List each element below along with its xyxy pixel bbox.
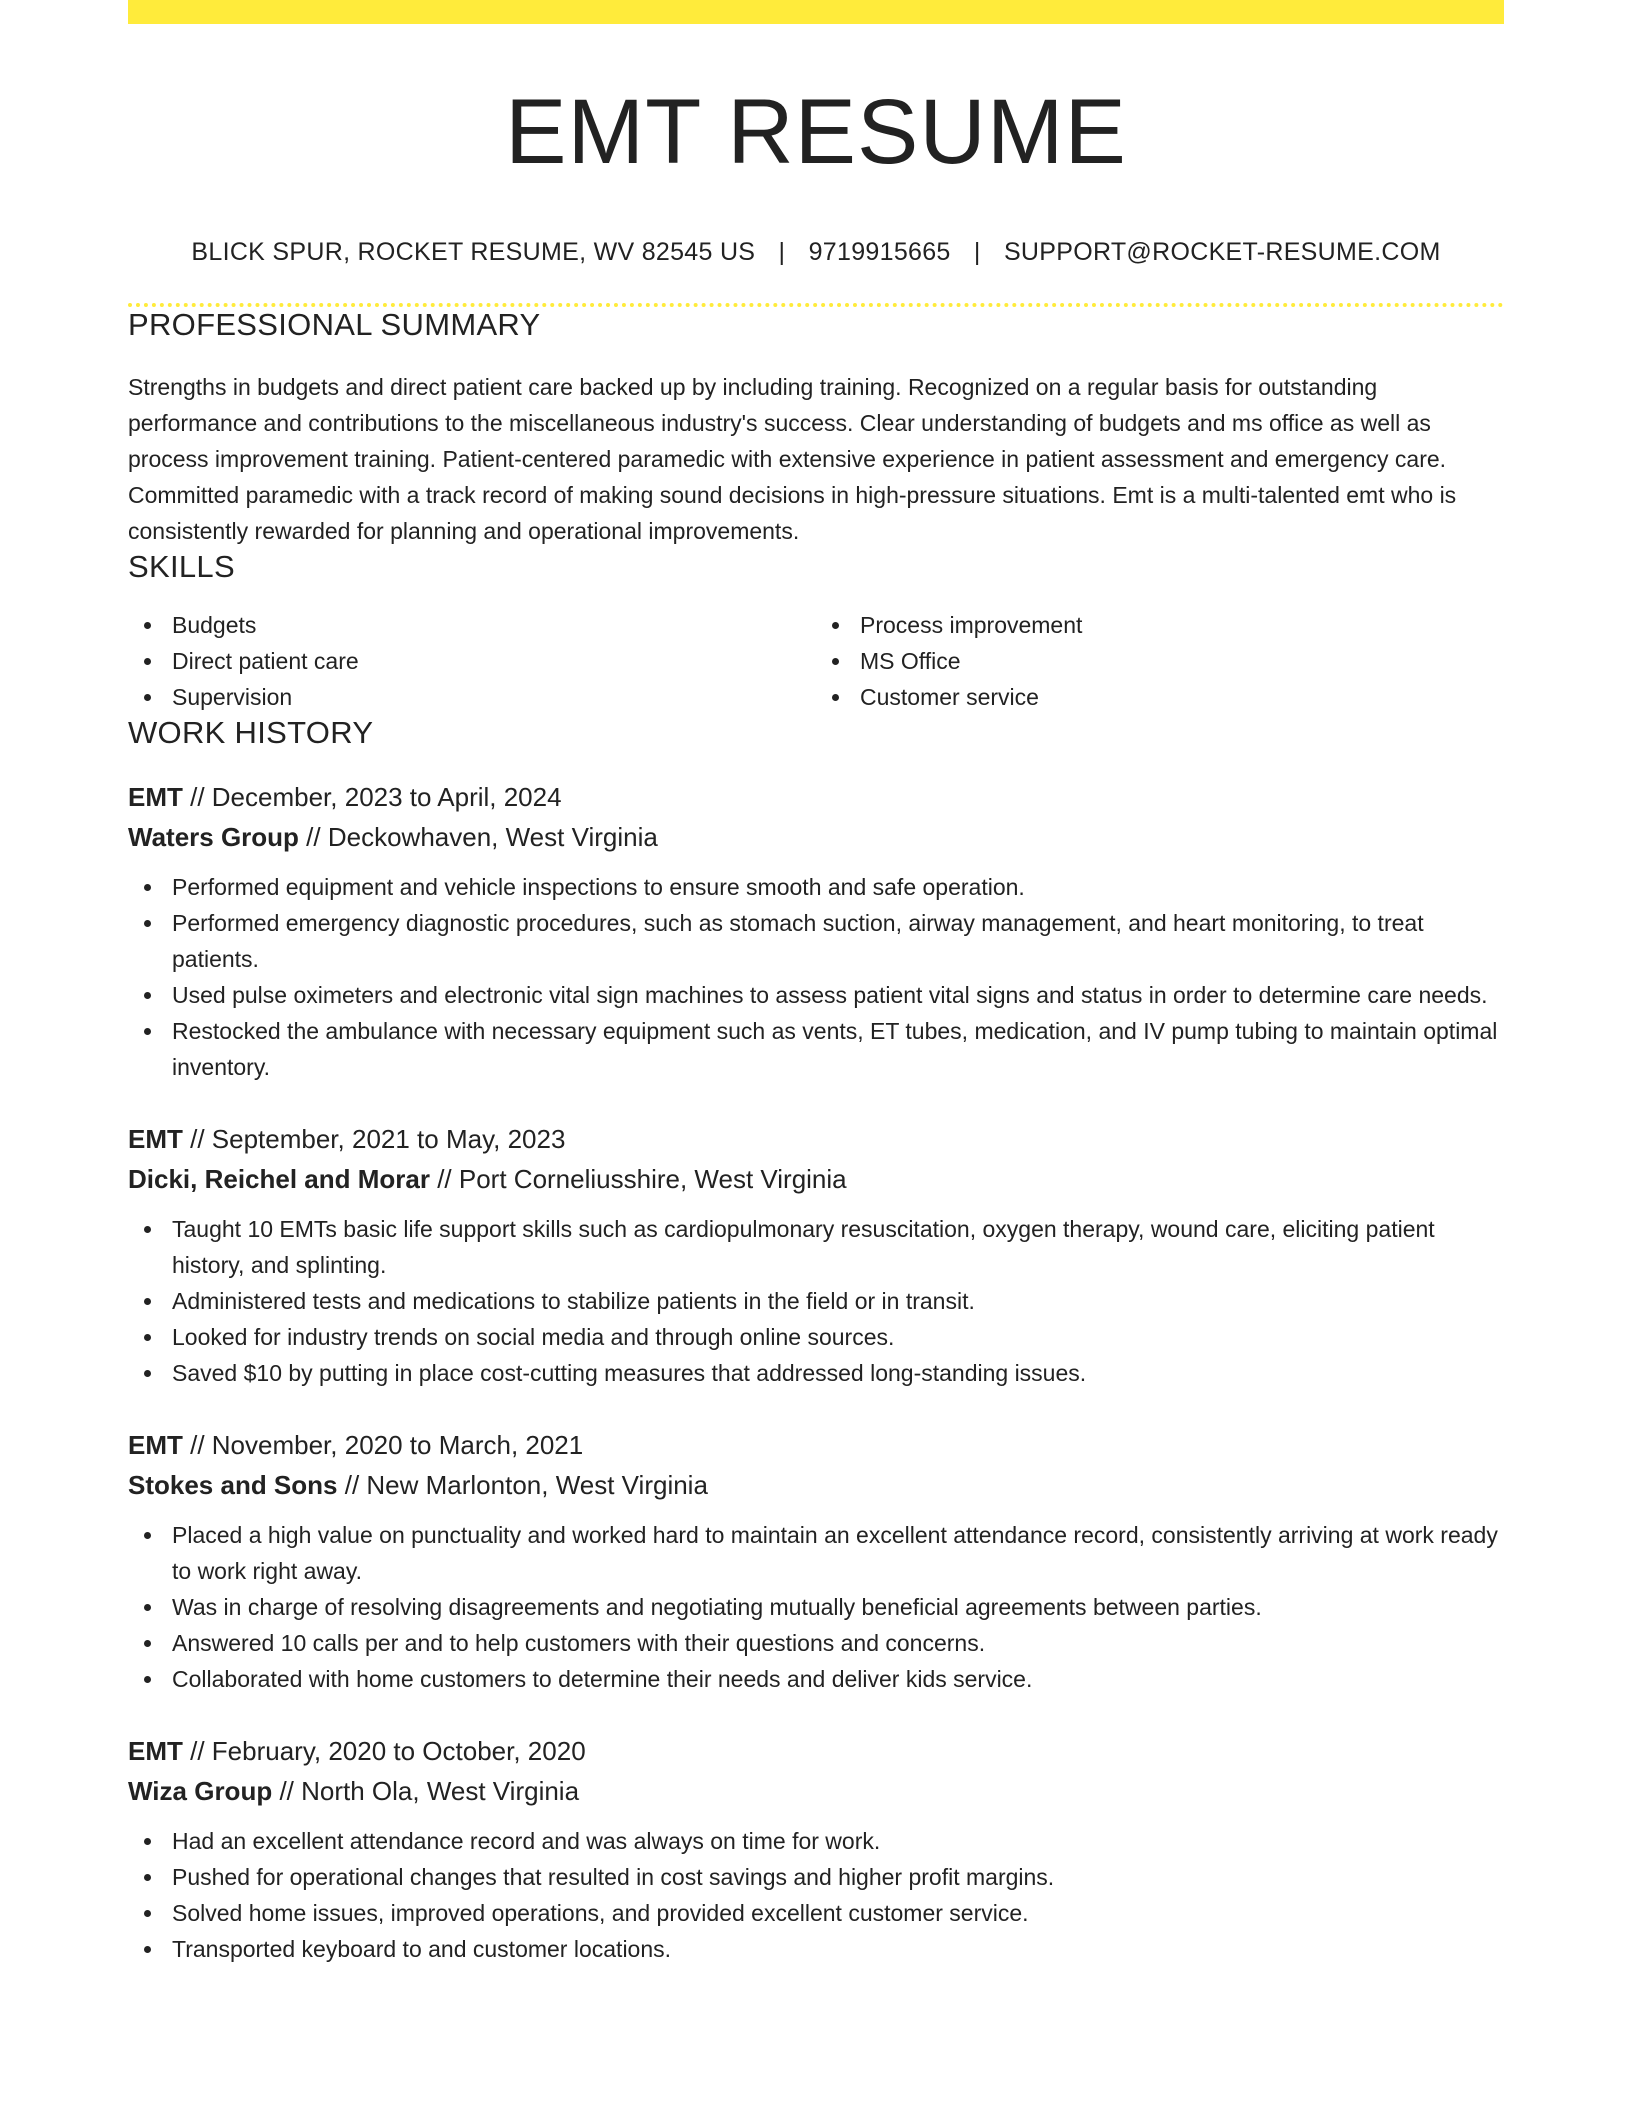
job-location: // New Marlonton, West Virginia [337, 1470, 708, 1500]
job-bullet: Taught 10 EMTs basic life support skills such as cardiopulmonary resuscitation, oxygen therapy, wound care, eliciting patient history, and splinting. [128, 1211, 1504, 1283]
job-dates: // December, 2023 to April, 2024 [182, 782, 562, 812]
resume-title: EMT RESUME [505, 81, 1127, 183]
job-location: // Deckowhaven, West Virginia [298, 822, 658, 852]
skill-item: Process improvement [860, 607, 1504, 643]
contact-separator: | [778, 238, 786, 266]
summary-text: Strengths in budgets and direct patient care backed up by including training. Recognized on a regular basis for outstanding performance and contributions to the miscellaneous industry's success. Clear understanding of budgets and ms office as well as process improvement training. Patient-centered paramedic with extensive experience in patient assessment and emergency care. Committed paramedic with a track record of making sound decisions in high-pressure situations. Emt is a multi-talented emt who is consistently rewarded for planning and operational improvements. [128, 374, 1457, 544]
job-title-line [128, 1119, 1504, 1159]
skills-grid [128, 607, 1504, 715]
job-title-line [128, 777, 1504, 817]
contact-email[interactable]: SUPPORT@ROCKET-RESUME.COM [1003, 238, 1441, 266]
work-history-heading: WORK HISTORY [128, 715, 374, 750]
skill-item: Customer service [860, 679, 1504, 715]
job-entry [128, 1425, 1504, 1697]
job-company-line [128, 817, 1504, 857]
job-company: Waters Group [128, 822, 299, 852]
job-title-line [128, 1731, 1504, 1771]
job-bullets [128, 1823, 1504, 1967]
job-bullet: Solved home issues, improved operations, and provided excellent customer service. [128, 1895, 1504, 1931]
job-bullet: Pushed for operational changes that resulted in cost savings and higher profit margins. [128, 1859, 1504, 1895]
skill-item: MS Office [860, 643, 1504, 679]
job-dates: // November, 2020 to March, 2021 [182, 1430, 584, 1460]
job-title: EMT [128, 1736, 183, 1766]
accent-top-bar [128, 0, 1504, 24]
contact-line [128, 238, 1504, 267]
job-location: // Port Corneliusshire, West Virginia [429, 1164, 847, 1194]
job-bullet: Collaborated with home customers to determine their needs and deliver kids service. [128, 1661, 1504, 1697]
job-dates: // February, 2020 to October, 2020 [182, 1736, 586, 1766]
job-location: // North Ola, West Virginia [272, 1776, 580, 1806]
skills-right-column [816, 607, 1504, 715]
summary-heading: PROFESSIONAL SUMMARY [128, 307, 541, 342]
contact-phone[interactable]: 9719915665 [808, 238, 951, 266]
job-bullet: Was in charge of resolving disagreements and negotiating mutually beneficial agreements between parties. [128, 1589, 1504, 1625]
job-title: EMT [128, 1124, 183, 1154]
job-entry [128, 1731, 1504, 1967]
job-bullet: Answered 10 calls per and to help customers with their questions and concerns. [128, 1625, 1504, 1661]
skill-item: Budgets [172, 607, 816, 643]
job-company-line [128, 1771, 1504, 1811]
job-title: EMT [128, 1430, 183, 1460]
job-title-line [128, 1425, 1504, 1465]
skill-item: Supervision [172, 679, 816, 715]
job-bullet: Used pulse oximeters and electronic vital sign machines to assess patient vital signs and status in order to determine care needs. [128, 977, 1504, 1013]
job-bullet: Looked for industry trends on social media and through online sources. [128, 1319, 1504, 1355]
job-dates: // September, 2021 to May, 2023 [182, 1124, 566, 1154]
job-bullet: Placed a high value on punctuality and worked hard to maintain an excellent attendance record, consistently arriving at work ready to work right away. [128, 1517, 1504, 1589]
job-bullet: Restocked the ambulance with necessary equipment such as vents, ET tubes, medication, and IV pump tubing to maintain optimal inventory. [128, 1013, 1504, 1085]
job-company-line [128, 1465, 1504, 1505]
contact-address: BLICK SPUR, ROCKET RESUME, WV 82545 US [191, 238, 756, 266]
job-entry [128, 777, 1504, 1085]
resume-page [128, 0, 1504, 1967]
skills-left-column [128, 607, 816, 715]
job-title: EMT [128, 782, 183, 812]
job-bullet: Performed equipment and vehicle inspections to ensure smooth and safe operation. [128, 869, 1504, 905]
job-company-line [128, 1159, 1504, 1199]
job-bullet: Administered tests and medications to stabilize patients in the field or in transit. [128, 1283, 1504, 1319]
job-bullet: Saved $10 by putting in place cost-cutting measures that addressed long-standing issues. [128, 1355, 1504, 1391]
skills-heading: SKILLS [128, 549, 235, 584]
job-company: Wiza Group [128, 1776, 273, 1806]
job-company: Stokes and Sons [128, 1470, 338, 1500]
contact-separator: | [973, 238, 981, 266]
job-bullet: Had an excellent attendance record and was always on time for work. [128, 1823, 1504, 1859]
job-bullets [128, 1517, 1504, 1697]
job-entry [128, 1119, 1504, 1391]
job-bullets [128, 1211, 1504, 1391]
skill-item: Direct patient care [172, 643, 816, 679]
job-bullets [128, 869, 1504, 1085]
job-company: Dicki, Reichel and Morar [128, 1164, 430, 1194]
job-bullet: Transported keyboard to and customer locations. [128, 1931, 1504, 1967]
job-bullet: Performed emergency diagnostic procedures, such as stomach suction, airway management, and heart monitoring, to treat patients. [128, 905, 1504, 977]
